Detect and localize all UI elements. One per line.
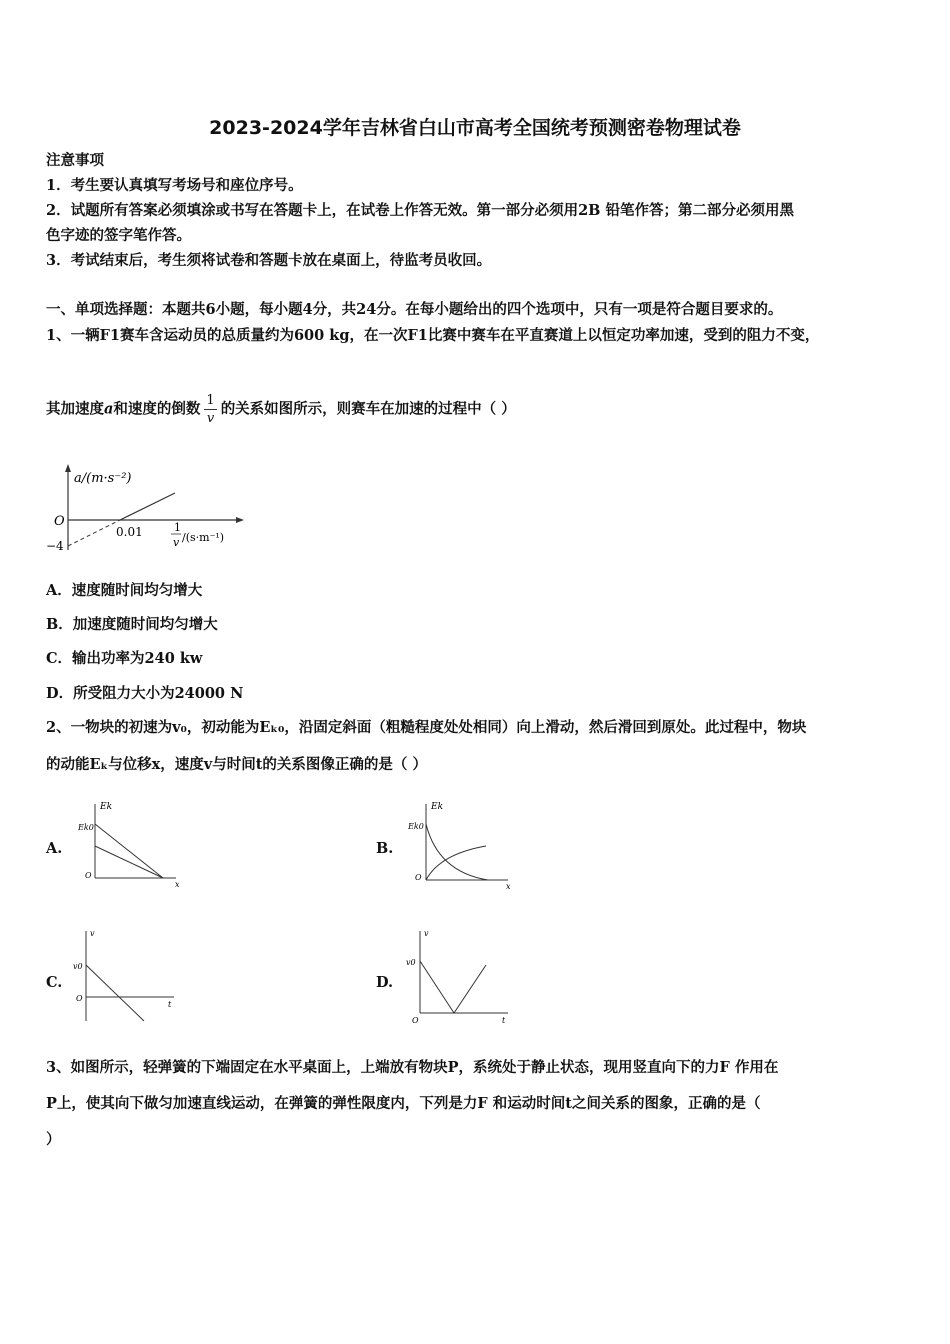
q2-graph-b (408, 796, 518, 891)
svg-text:v0: v0 (73, 962, 83, 971)
q1-origin: O (54, 514, 65, 529)
q1-x-intercept: 0.01 (116, 525, 143, 539)
q1-text-b: 和速度的倒数 (113, 400, 201, 418)
q2b-curve-rise (426, 846, 486, 880)
q2-line1: 2、一物块的初速为v₀，初动能为Eₖ₀，沿固定斜面（粗糙程度处处相同）向上滑动，然后滑回到原处。此过程中，物块 (46, 719, 807, 736)
svg-text:x: x (506, 882, 511, 891)
svg-text:Ek0: Ek0 (408, 822, 424, 831)
q2-line2: 的动能Eₖ与位移x，速度v与时间t的关系图像正确的是（ ） (46, 756, 427, 773)
q1-line1: 1、一辆F1赛车含运动员的总质量约为600 kg，在一次F1比赛中赛车在平直赛道上以恒定功率加速，受到的阻力不变， (46, 327, 820, 344)
q2-graph-d (404, 925, 519, 1025)
svg-text:Ek: Ek (431, 802, 444, 812)
svg-text:O: O (85, 871, 92, 880)
section-heading: 一、单项选择题：本题共6小题，每小题4分，共24分。在每小题给出的四个选项中，只有一项是符合题目要求的。 (46, 301, 783, 318)
svg-text:t: t (502, 1016, 506, 1025)
svg-text:O: O (412, 1016, 419, 1025)
q2-graph-c (72, 925, 187, 1025)
q2-option-b-label[interactable]: B. (376, 840, 394, 857)
svg-text:t: t (168, 1000, 172, 1009)
q1-option-c[interactable]: C．输出功率为240 kw (46, 650, 203, 667)
q1-ylabel: a/(m·s⁻²) (74, 471, 132, 486)
svg-text:x: x (175, 880, 180, 889)
svg-text:v: v (90, 929, 95, 938)
notice-heading: 注意事项 (46, 152, 104, 169)
svg-text:v0: v0 (406, 958, 416, 967)
q2-option-c-label[interactable]: C. (46, 974, 63, 991)
q1-y-intercept: −4 (46, 539, 64, 553)
q1-var-a: a (104, 400, 114, 418)
q1-fraction: $\frac{1}{v}$ (206, 393, 215, 426)
svg-text:O: O (76, 994, 83, 1003)
notice-item-3: 3．考试结束后，考生须将试卷和答题卡放在桌面上，待监考员收回。 (46, 252, 492, 269)
notice-item-2-cont: 色字迹的签字笔作答。 (46, 227, 191, 244)
page-title: 2023-2024学年吉林省白山市高考全国统考预测密卷物理试卷 (209, 117, 741, 139)
q2c-line (86, 965, 144, 1021)
q1-text-a: 其加速度 (46, 400, 104, 418)
q1-graph (40, 462, 260, 562)
q1-line2 (46, 392, 516, 427)
q3-line1: 3、如图所示，轻弹簧的下端固定在水平桌面上，上端放有物块P，系统处于静止状态，现用竖直向下的力F 作用在 (46, 1059, 779, 1076)
q1-xlabel-den: v (173, 536, 180, 549)
q3-line2: P上，使其向下做匀加速直线运动，在弹簧的弹性限度内，下列是力F 和运动时间t之间关系的图象，正确的是（ (46, 1095, 761, 1112)
q2d-line (420, 961, 486, 1013)
notice-item-2: 2．试题所有答案必须填涂或书写在答题卡上，在试卷上作答无效。第一部分必须用2B 铅笔作答；第二部分必须用黑 (46, 202, 794, 219)
q1-xlabel-num: 1 (174, 521, 181, 534)
q1-dashed-line (68, 520, 120, 546)
q1-option-b[interactable]: B．加速度随时间均匀增大 (46, 616, 218, 633)
q3-line3: ） (46, 1131, 61, 1148)
q2-option-d-label[interactable]: D. (376, 974, 394, 991)
q2-option-a-label[interactable]: A. (46, 840, 63, 857)
q1-xlabel-unit: /(s·m⁻¹) (182, 531, 225, 544)
svg-text:O: O (415, 873, 422, 882)
q1-text-c: 的关系如图所示，则赛车在加速的过程中（ ） (220, 400, 516, 418)
svg-text:Ek0: Ek0 (78, 823, 94, 832)
q2b-curve-decay (426, 824, 488, 880)
q1-option-d[interactable]: D．所受阻力大小为24000 N (46, 685, 244, 702)
notice-item-1: 1．考生要认真填写考场号和座位序号。 (46, 177, 303, 194)
svg-text:v: v (424, 929, 429, 938)
q1-graph-line (120, 493, 175, 520)
q1-option-a[interactable]: A．速度随时间均匀增大 (46, 582, 203, 599)
svg-text:Ek: Ek (100, 802, 113, 812)
q2-graph-a (78, 796, 188, 891)
